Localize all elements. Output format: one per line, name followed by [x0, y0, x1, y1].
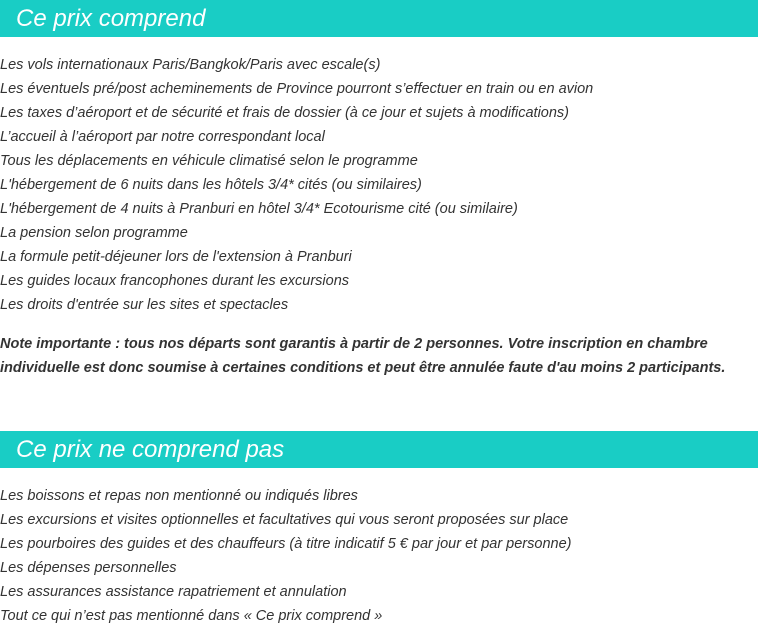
- excluded-item-optional-excursions: Les excursions et visites optionnelles et facultatives qui vous seront proposées sur place: [0, 512, 569, 528]
- included-item-hotels: L'hébergement de 6 nuits dans les hôtels 3/4* cités (ou similaires): [0, 177, 422, 193]
- excluded-item-insurance: Les assurances assistance rapatriement et annulation: [0, 584, 347, 600]
- included-item-airport-welcome: L’accueil à l’aéroport par notre correspondant local: [0, 129, 325, 145]
- excluded-item-other: Tout ce qui n’est pas mentionné dans « Ce prix comprend »: [0, 608, 383, 624]
- included-section-title: Ce prix comprend: [0, 0, 758, 37]
- excluded-list: [0, 484, 571, 628]
- included-item-board: La pension selon programme: [0, 225, 188, 241]
- included-item-transport: Tous les déplacements en véhicule climatisé selon le programme: [0, 153, 418, 169]
- included-item-breakfast: La formule petit-déjeuner lors de l'extension à Pranburi: [0, 249, 352, 265]
- excluded-item-drinks-meals: Les boissons et repas non mentionné ou indiqués libres: [0, 488, 358, 504]
- excluded-item-tips: Les pourboires des guides et des chauffeurs (à titre indicatif 5 € par jour et par personne): [0, 536, 572, 552]
- excluded-section-title: Ce prix ne comprend pas: [0, 431, 758, 468]
- included-item-guides: Les guides locaux francophones durant les excursions: [0, 273, 350, 289]
- included-item-entry-fees: Les droits d'entrée sur les sites et spectacles: [0, 297, 289, 313]
- included-item-pranburi-hotel: L'hébergement de 4 nuits à Pranburi en hôtel 3/4* Ecotourisme cité (ou similaire): [0, 201, 518, 217]
- excluded-item-personal-expenses: Les dépenses personnelles: [0, 560, 177, 576]
- included-list: [0, 53, 593, 317]
- important-note: Note importante : tous nos départs sont garantis à partir de 2 personnes. Votre inscription en chambre individuelle est donc soumise à certaines conditions et peut être annulée faute d'au moins 2 participants.: [0, 336, 726, 376]
- included-item-flights: Les vols internationaux Paris/Bangkok/Paris avec escale(s): [0, 57, 381, 73]
- included-item-province-transfers: Les éventuels pré/post acheminements de Province pourront s’effectuer en train ou en avion: [0, 81, 594, 97]
- included-item-taxes: Les taxes d’aéroport et de sécurité et frais de dossier (à ce jour et sujets à modifications): [0, 105, 570, 121]
